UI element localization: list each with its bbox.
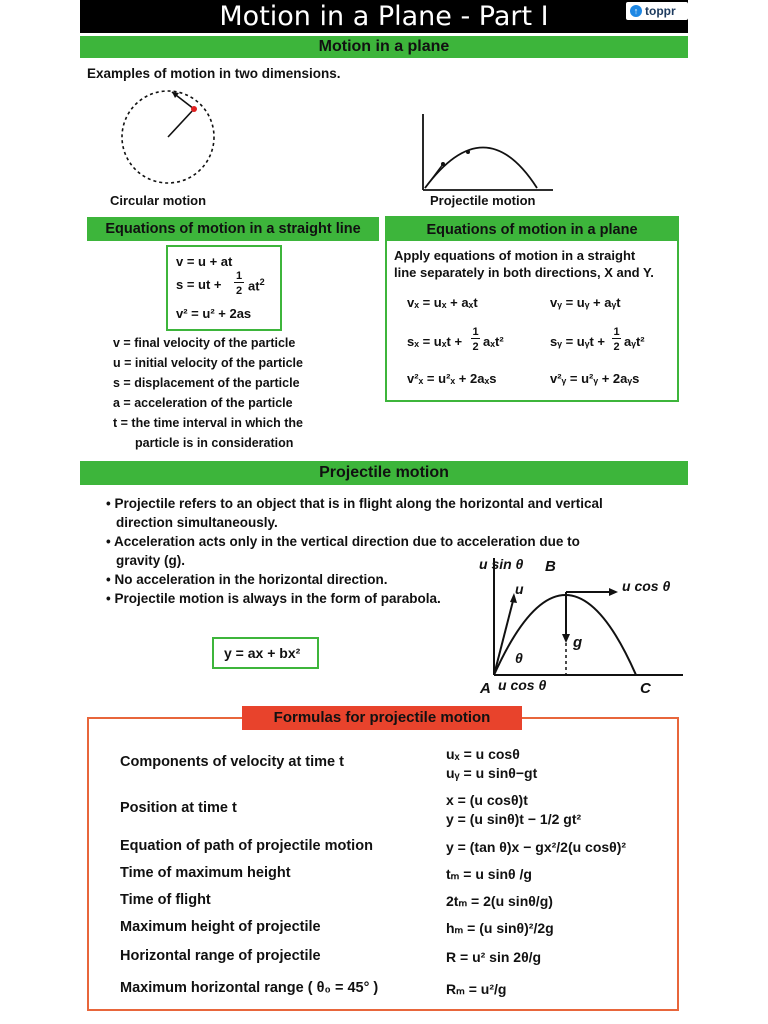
equation-vx: vₓ = uₓ + aₓt	[407, 295, 478, 310]
formula-value-ux: uₓ = u cosθ	[446, 746, 520, 762]
formula-value-y: y = (u sinθ)t − 1/2 gt²	[446, 811, 582, 827]
bullet-4: • Projectile motion is always in the form of parabola.	[106, 591, 441, 606]
particle-dot	[191, 106, 197, 112]
formula-value-path: y = (tan θ)x − gx²/2(u cosθ)²	[446, 839, 627, 855]
equation-sx-left: sₓ = uₓt +	[407, 334, 463, 349]
equation-s-denominator: 2	[235, 285, 243, 297]
definition-t: t = the time interval in which the	[113, 416, 303, 430]
label-u: u	[515, 581, 524, 597]
trajectory	[425, 148, 537, 189]
plane-heading: Equations of motion in a plane	[387, 218, 677, 241]
bullet-3: • No acceleration in the horizontal direction.	[106, 572, 388, 587]
circular-motion-diagram	[100, 82, 240, 194]
sx-numerator: 1	[472, 326, 479, 338]
plane-description-1: Apply equations of motion in a straight	[394, 248, 636, 263]
formula-label-position: Position at time t	[120, 800, 237, 816]
formula-label-max-range: Maximum horizontal range ( θ₀ = 45° )	[120, 980, 379, 996]
definition-a: a = acceleration of the particle	[113, 396, 293, 410]
equation-v: v = u + at	[176, 254, 233, 269]
section-heading-motion-in-plane: Motion in a plane	[80, 36, 688, 58]
equation-s-numerator: 1	[235, 270, 243, 282]
formula-value-time-of-flight: 2tₘ = 2(u sinθ/g)	[446, 893, 553, 909]
equation-sx-right: aₓt²	[483, 334, 504, 349]
formula-label-path: Equation of path of projectile motion	[120, 838, 373, 854]
definition-u: u = initial velocity of the particle	[113, 356, 303, 370]
formula-value-time-max-height: tₘ = u sinθ /g	[446, 866, 532, 882]
launch-point	[441, 162, 445, 166]
bullet-1-cont: direction simultaneously.	[116, 515, 278, 530]
brand-name: toppr	[645, 4, 676, 18]
definition-v: v = final velocity of the particle	[113, 336, 296, 350]
definition-t-cont: particle is in consideration	[135, 436, 294, 450]
initial-velocity-arrow	[494, 597, 514, 675]
label-point-C: C	[640, 680, 651, 697]
equation-sy-right: aᵧt²	[624, 334, 645, 349]
toppr-logo-icon: ↑	[630, 5, 642, 17]
sy-numerator: 1	[613, 326, 620, 338]
formula-label-range: Horizontal range of projectile	[120, 948, 321, 964]
projectile-motion-diagram	[415, 112, 555, 194]
trajectory-point	[466, 150, 470, 154]
label-point-A: A	[480, 680, 491, 697]
section-heading-projectile-motion: Projectile motion	[80, 461, 688, 485]
projectile-motion-caption: Projectile motion	[430, 193, 536, 208]
circular-motion-caption: Circular motion	[110, 193, 207, 208]
brand-badge[interactable]	[626, 2, 688, 20]
launch-arrow	[425, 164, 443, 188]
straight-line-definitions	[113, 333, 363, 453]
gravity-arrowhead	[562, 634, 570, 643]
label-g: g	[573, 634, 583, 651]
formula-label-velocity-components: Components of velocity at time t	[120, 754, 344, 770]
formula-label-max-height: Maximum height of projectile	[120, 919, 321, 935]
formula-label-time-of-flight: Time of flight	[120, 892, 211, 908]
sx-denominator: 2	[472, 341, 479, 353]
horizontal-velocity-arrowhead	[609, 588, 618, 596]
bullet-1: • Projectile refers to an object that is in flight along the horizontal and vertical	[106, 496, 603, 511]
equation-sy-left: sᵧ = uᵧt +	[550, 334, 605, 349]
equation-s-square: 2	[259, 277, 265, 287]
label-ucos-theta-bottom: u cos θ	[498, 677, 547, 693]
bullet-2-cont: gravity (g).	[116, 553, 186, 568]
equation-v2x: v²ₓ = u²ₓ + 2aₓs	[407, 371, 497, 386]
label-usin-theta: u sin θ	[479, 556, 524, 572]
radius-line	[168, 109, 194, 137]
formula-label-time-max-height: Time of maximum height	[120, 865, 291, 881]
examples-intro: Examples of motion in two dimensions.	[87, 66, 341, 81]
sy-denominator: 2	[613, 341, 620, 353]
formulas-heading: Formulas for projectile motion	[242, 706, 522, 730]
page-title: Motion in a Plane - Part I	[219, 1, 549, 32]
equation-s-right: at	[248, 278, 260, 294]
equation-v2y: v²ᵧ = u²ᵧ + 2aᵧs	[550, 371, 640, 386]
formula-value-max-height: hₘ = (u sinθ)²/2g	[446, 920, 554, 936]
formula-value-max-range: Rₘ = u²/g	[446, 981, 507, 997]
label-ucos-theta-top: u cos θ	[622, 578, 671, 594]
formula-value-x: x = (u cosθ)t	[446, 792, 528, 808]
equation-s-left: s = ut +	[176, 277, 222, 292]
path-equation: y = ax + bx²	[224, 645, 301, 661]
equation-s-right-wrap	[248, 277, 265, 293]
label-theta: θ	[515, 650, 523, 666]
formula-value-uy: uᵧ = u sinθ−gt	[446, 765, 538, 781]
definition-s: s = displacement of the particle	[113, 376, 300, 390]
equation-v-squared: v² = u² + 2as	[176, 306, 252, 321]
straight-line-heading: Equations of motion in a straight line	[87, 217, 379, 241]
bullet-2: • Acceleration acts only in the vertical direction due to acceleration due to	[106, 534, 580, 549]
plane-description-2: line separately in both directions, X and Y.	[394, 265, 654, 280]
label-point-B: B	[545, 558, 556, 575]
equation-vy: vᵧ = uᵧ + aᵧt	[550, 295, 621, 310]
formula-value-range: R = u² sin 2θ/g	[446, 949, 542, 965]
